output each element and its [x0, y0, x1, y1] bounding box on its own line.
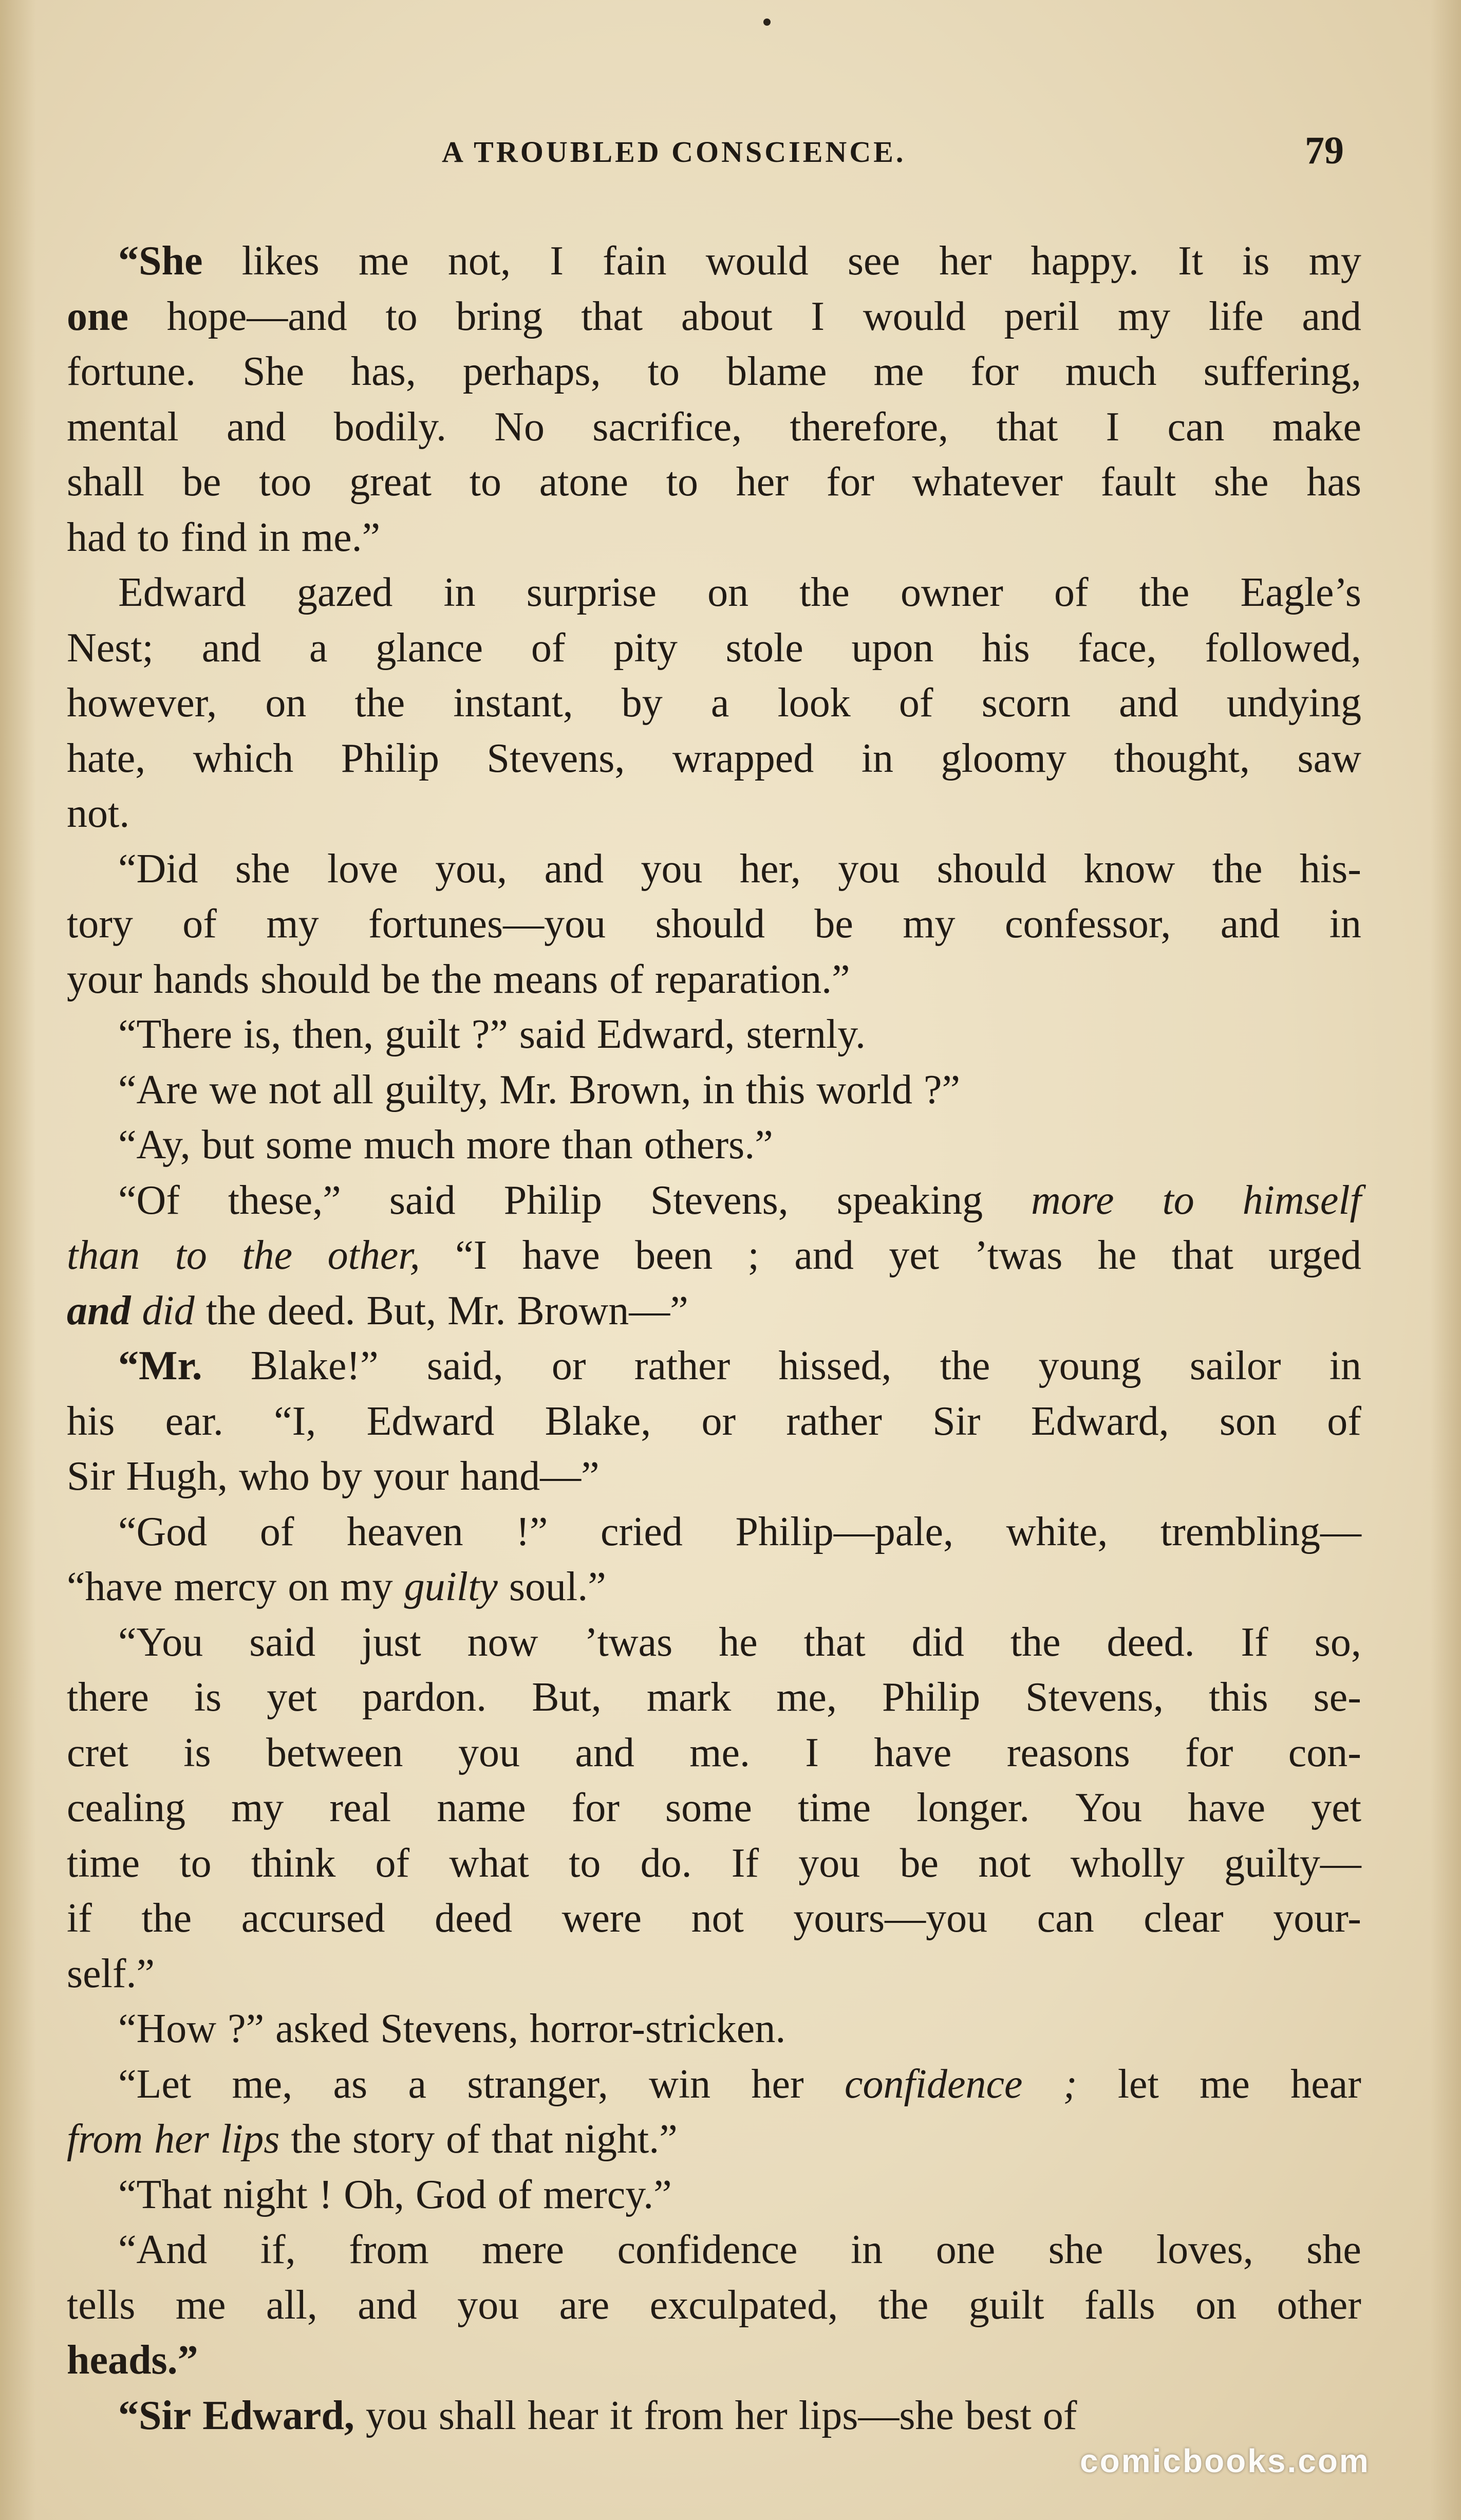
- text-line: your hands should be the means of reparation.”: [67, 956, 850, 1002]
- running-header-title: A TROUBLED CONSCIENCE.: [442, 135, 906, 169]
- ink-speck: [763, 18, 771, 26]
- text-line: and did the deed. But, Mr. Brown—”: [67, 1288, 688, 1333]
- text-line: shall be too great to atone to her for whatever fault she has: [67, 459, 1361, 505]
- text-line: “Sir Edward, you shall hear it from her lips—she best of: [118, 2393, 1077, 2438]
- text-line: mental and bodily. No sacrifice, therefore, that I can make: [67, 404, 1361, 450]
- text-line: cealing my real name for some time longer. You have yet: [67, 1785, 1361, 1830]
- text-line: there is yet pardon. But, mark me, Philip Stevens, this se-: [67, 1675, 1361, 1720]
- body-text: [67, 234, 1361, 2443]
- text-line: “Are we not all guilty, Mr. Brown, in this world ?”: [118, 1067, 961, 1113]
- text-line: “Ay, but some much more than others.”: [118, 1122, 773, 1168]
- text-line: “She likes me not, I fain would see her happy. It is my: [118, 238, 1361, 284]
- text-line: “There is, then, guilt ?” said Edward, sternly.: [118, 1012, 866, 1057]
- text-line: if the accursed deed were not yours—you can clear your-: [67, 1896, 1361, 1941]
- text-line: “have mercy on my guilty soul.”: [67, 1564, 606, 1609]
- text-line: tory of my fortunes—you should be my confessor, and in: [67, 901, 1361, 947]
- text-line: tells me all, and you are exculpated, the guilt falls on other: [67, 2282, 1361, 2328]
- page-edge-shadow-left: [0, 0, 36, 2520]
- text-line: self.”: [67, 1951, 155, 1996]
- text-line: time to think of what to do. If you be not wholly guilty—: [67, 1840, 1361, 1886]
- text-line: than to the other, “I have been ; and yet ’twas he that urged: [67, 1233, 1361, 1278]
- text-line: Nest; and a glance of pity stole upon his face, followed,: [67, 625, 1361, 671]
- text-line: from her lips the story of that night.”: [67, 2117, 678, 2162]
- watermark: comicbooks.com: [1080, 2442, 1370, 2479]
- text-line: fortune. She has, perhaps, to blame me for much suffering,: [67, 349, 1361, 394]
- text-line: not.: [67, 791, 130, 836]
- text-line: “God of heaven !” cried Philip—pale, white, trembling—: [118, 1509, 1361, 1554]
- text-line: “Did she love you, and you her, you should know the his-: [118, 846, 1361, 892]
- page-edge-shadow-right: [1430, 0, 1461, 2520]
- page-number: 79: [1305, 129, 1344, 172]
- text-line: “That night ! Oh, God of mercy.”: [118, 2172, 672, 2217]
- text-line: one hope—and to bring that about I would peril my life and: [67, 293, 1361, 339]
- text-line: had to find in me.”: [67, 514, 381, 560]
- text-line: hate, which Philip Stevens, wrapped in gloomy thought, saw: [67, 735, 1361, 781]
- text-line: “How ?” asked Stevens, horror-stricken.: [118, 2006, 786, 2051]
- text-line: however, on the instant, by a look of scorn and undying: [67, 680, 1361, 726]
- text-line: heads.”: [67, 2338, 198, 2383]
- text-line: cret is between you and me. I have reasons for con-: [67, 1730, 1361, 1775]
- text-line: “Mr. Blake!” said, or rather hissed, the young sailor in: [118, 1343, 1361, 1388]
- text-line: Edward gazed in surprise on the owner of the Eagle’s: [118, 570, 1361, 615]
- text-line: “Of these,” said Philip Stevens, speaking more to himself: [118, 1177, 1361, 1223]
- text-line: his ear. “I, Edward Blake, or rather Sir Edward, son of: [67, 1398, 1361, 1444]
- text-line: “And if, from mere confidence in one she loves, she: [118, 2227, 1361, 2272]
- text-line: “Let me, as a stranger, win her confidence ; let me hear: [118, 2061, 1361, 2107]
- text-line: Sir Hugh, who by your hand—”: [67, 1454, 600, 1499]
- text-line: “You said just now ’twas he that did the deed. If so,: [118, 1619, 1361, 1665]
